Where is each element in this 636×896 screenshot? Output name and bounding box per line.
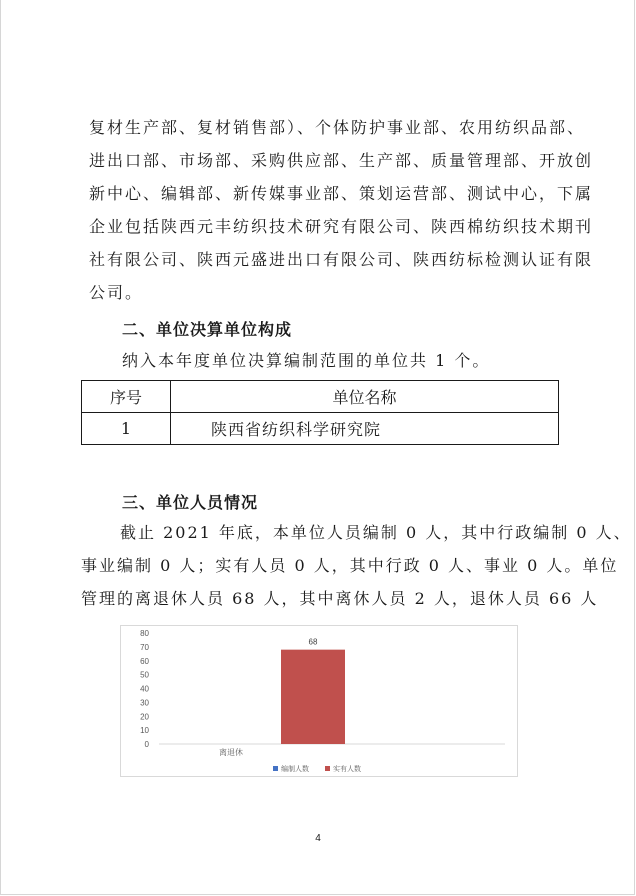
table-cell: 陕西省纺织科学研究院 <box>171 413 559 445</box>
paragraph-line: 事业编制 0 人；实有人员 0 人，其中行政 0 人、事业 0 人。单位 <box>81 556 619 575</box>
legend-label: 实有人数 <box>333 766 361 773</box>
section-heading: 二、单位决算单位构成 <box>122 320 293 339</box>
y-tick-label: 40 <box>140 684 149 694</box>
y-tick-label: 70 <box>140 642 149 652</box>
legend-swatch <box>325 766 330 771</box>
table-header-cell: 序号 <box>82 381 171 413</box>
table-header-row <box>82 381 559 413</box>
y-tick-label: 80 <box>140 629 149 638</box>
table-row <box>82 413 559 445</box>
paragraph-line: 公司。 <box>89 283 144 302</box>
y-tick-label: 0 <box>144 740 149 749</box>
paragraph-line: 企业包括陕西元丰纺织技术研究有限公司、陕西棉纺织技术期刊 <box>89 217 594 236</box>
paragraph-line: 复材生产部、复材销售部）、个体防护事业部、农用纺织品部、 <box>89 118 586 137</box>
y-tick-label: 30 <box>140 698 149 708</box>
legend-label: 编制人数 <box>281 766 309 773</box>
paragraph-line: 截止 2021 年底，本单位人员编制 0 人，其中行政编制 0 人、 <box>120 523 632 542</box>
section-heading: 三、单位人员情况 <box>122 493 259 512</box>
y-tick-label: 50 <box>140 670 149 680</box>
y-tick-label: 20 <box>140 712 149 722</box>
paragraph-line: 社有限公司、陕西元盛进出口有限公司、陕西纺标检测认证有限 <box>89 250 594 269</box>
unit-table <box>81 380 559 445</box>
paragraph-line: 管理的离退休人员 68 人，其中离休人员 2 人，退休人员 66 人 <box>81 589 599 608</box>
bar <box>281 650 345 744</box>
paragraph-line: 进出口部、市场部、采购供应部、生产部、质量管理部、开放创 <box>89 151 594 170</box>
data-label: 68 <box>308 637 318 647</box>
table-cell: 1 <box>82 413 171 445</box>
legend-swatch <box>273 766 278 771</box>
bar-chart <box>121 626 517 776</box>
section-text: 纳入本年度单位决算编制范围的单位共 1 个。 <box>122 351 491 370</box>
chart-container <box>120 625 518 777</box>
x-tick-label: 离退休 <box>219 748 243 757</box>
y-tick-label: 10 <box>140 726 149 736</box>
paragraph-line: 新中心、编辑部、新传媒事业部、策划运营部、测试中心，下属 <box>89 184 594 203</box>
page-number: 4 <box>315 833 321 844</box>
y-tick-label: 60 <box>140 656 149 666</box>
table-header-cell: 单位名称 <box>171 381 559 413</box>
